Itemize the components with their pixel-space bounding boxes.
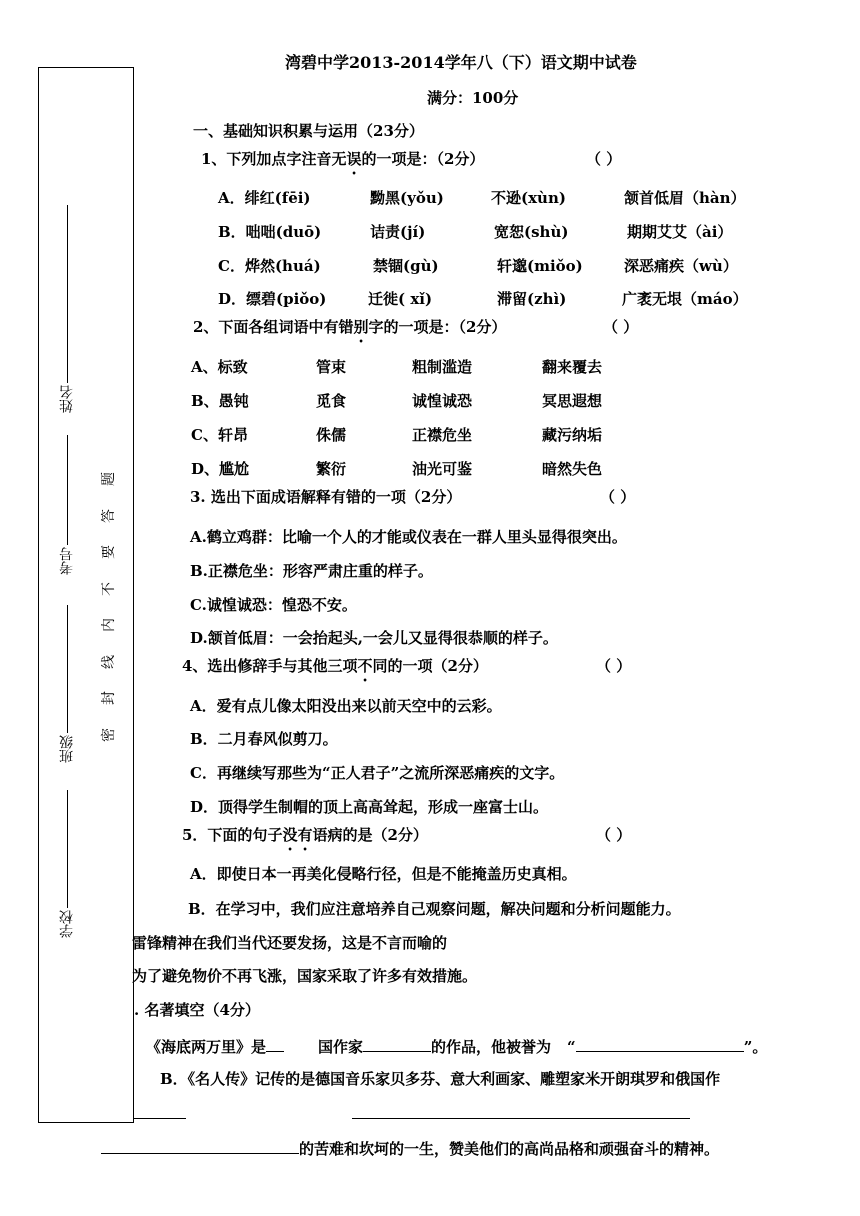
class-label: 班级 <box>59 735 75 763</box>
q1-option-b-2: 诘责(jí) <box>370 223 426 241</box>
name-label: 姓名 <box>59 385 75 413</box>
q2-option-a-3: 粗制滥造 <box>412 358 473 376</box>
q4-option-d: D．顶得学生制帽的顶上高高耸起，形成一座富士山。 <box>190 798 549 816</box>
seal-char: 题 <box>101 472 117 486</box>
seal-char: 密 <box>101 727 117 742</box>
q2-option-d-1: D、尴尬 <box>191 460 250 478</box>
name-underline <box>67 205 68 383</box>
q6-blank-title[interactable] <box>576 1035 744 1052</box>
q6-blank-b3[interactable] <box>101 1137 299 1154</box>
q3-answer-paren[interactable]: （ ） <box>600 488 636 506</box>
exam-number-underline <box>67 435 68 545</box>
q2-option-b-2: 觅食 <box>316 392 347 410</box>
q1-option-d-1: D．缥碧(piǒo) <box>218 290 327 308</box>
seal-char: 线 <box>101 654 117 669</box>
name-field[interactable] <box>60 205 74 413</box>
q1-option-c-4: 深恶痛疾（wù） <box>624 257 738 275</box>
q1-answer-paren[interactable]: （ ） <box>586 150 622 168</box>
class-field[interactable] <box>60 605 74 763</box>
q1-option-a-3: 不逊(xùn) <box>491 189 566 207</box>
q4-option-a: A．爱有点儿像太阳没出来以前天空中的云彩。 <box>190 697 502 715</box>
q2-option-d-2: 繁衍 <box>316 460 347 478</box>
seal-line-notice <box>100 472 118 742</box>
exam-title: 湾碧中学2013-2014学年八（下）语文期中试卷 <box>285 53 637 72</box>
q5-stem: 5．下面的句子没有语病的是（2分） <box>182 826 428 844</box>
q6-stem: . 名著填空（4分） <box>134 1001 260 1019</box>
q3-stem: 3. 选出下面成语解释有错的一项（2分） <box>190 488 462 506</box>
q2-option-b-1: B、愚钝 <box>191 392 249 410</box>
q2-option-b-4: 冥思遐想 <box>542 392 603 410</box>
q1-option-c-1: C．烨然(huá) <box>218 257 321 275</box>
q1-option-c-3: 轩邈(miǒo) <box>497 257 583 275</box>
school-field[interactable] <box>60 790 74 938</box>
q6-blank-country[interactable] <box>266 1035 284 1052</box>
seal-char: 要 <box>101 545 117 560</box>
q6-b-line1: B．《名人传》记传的是德国音乐家贝多芬、意大利画家、雕塑家米开朗琪罗和俄国作 <box>160 1070 721 1088</box>
q3-option-a: A.鹤立鸡群：比喻一个人的才能或仪表在一群人里头显得很突出。 <box>190 528 627 546</box>
q3-option-d: D.颔首低眉：一会抬起头,一会儿又显得很恭顺的样子。 <box>190 629 558 647</box>
q2-option-c-4: 藏污纳垢 <box>542 426 603 444</box>
exam-number-label: 考号 <box>59 547 75 575</box>
q1-option-b-3: 宽恕(shù) <box>494 223 569 241</box>
q2-option-b-3: 诚惶诚恐 <box>412 392 473 410</box>
emphasis-char: 别 <box>353 318 369 336</box>
full-score: 满分：100分 <box>427 89 519 107</box>
q5-option-b: B．在学习中，我们应注意培养自己观察问题，解决问题和分析问题能力。 <box>188 900 681 918</box>
q2-option-d-3: 油光可鉴 <box>412 460 473 478</box>
school-underline <box>67 790 68 908</box>
emphasis-char: 不 <box>357 657 373 675</box>
q4-answer-paren[interactable]: （ ） <box>596 657 632 675</box>
seal-char: 内 <box>101 618 117 633</box>
q2-option-a-1: A、标致 <box>191 358 248 376</box>
q5-option-d: 为了避免物价不再飞涨，国家采取了许多有效措施。 <box>132 967 478 985</box>
q2-stem: 2、下面各组词语中有错别字的一项是：（2分） <box>193 318 507 336</box>
q5-option-c: 雷锋精神在我们当代还要发扬，这是不言而喻的 <box>132 934 448 952</box>
q6-b-line3: 的苦难和坎坷的一生，赞美他们的高尚品格和顽强奋斗的精神。 <box>101 1137 719 1159</box>
q2-option-a-4: 翻来覆去 <box>542 358 603 376</box>
q4-stem: 4、选出修辞手与其他三项不同的一项（2分） <box>182 657 488 675</box>
q2-option-c-3: 正襟危坐 <box>412 426 473 444</box>
q1-option-a-1: A．绯红(fēi) <box>218 189 311 207</box>
q5-option-a: A．即使日本一再美化侵略行径，但是不能掩盖历史真相。 <box>190 865 577 883</box>
q2-option-d-4: 暗然失色 <box>542 460 603 478</box>
q4-option-b: B．二月春风似剪刀。 <box>190 730 338 748</box>
q1-option-d-3: 滞留(zhì) <box>497 290 567 308</box>
q2-option-c-2: 侏儒 <box>316 426 347 444</box>
q3-option-c: C.诚惶诚恐：惶恐不安。 <box>190 596 357 614</box>
q4-option-c: C．再继续写那些为“正人君子”之流所深恶痛疾的文字。 <box>190 764 565 782</box>
q1-option-d-4: 广袤无垠（máo） <box>622 290 748 308</box>
binding-margin-box <box>38 67 134 1123</box>
seal-char: 封 <box>101 691 117 706</box>
school-label: 学校 <box>59 910 75 938</box>
q1-option-b-1: B．咄咄(duō) <box>218 223 322 241</box>
q1-option-a-4: 颔首低眉（hàn） <box>624 189 746 207</box>
emphasis-char: 没有 <box>282 826 313 844</box>
q6-a-line: 《海底两万里》是 国作家 的作品，他被誉为 “ ”。 <box>146 1035 767 1057</box>
q1-option-b-4: 期期艾艾（ài） <box>627 223 733 241</box>
q2-option-c-1: C、轩昂 <box>191 426 248 444</box>
q6-blank-b1[interactable] <box>134 1118 186 1119</box>
seal-char: 答 <box>101 508 117 523</box>
q1-stem: 1、下列加点字注音无误的一项是：（2分） <box>201 150 485 168</box>
q1-option-a-2: 黝黑(yǒu) <box>370 189 444 207</box>
class-underline <box>67 605 68 733</box>
emphasis-char: 误 <box>346 150 362 168</box>
q6-blank-b2[interactable] <box>352 1118 690 1119</box>
section-1-title: 一、基础知识积累与运用（23分） <box>193 122 424 140</box>
q2-answer-paren[interactable]: （ ） <box>603 318 639 336</box>
q6-blank-author[interactable] <box>363 1035 431 1052</box>
exam-number-field[interactable] <box>60 435 74 575</box>
q2-option-a-2: 管束 <box>316 358 347 376</box>
q5-answer-paren[interactable]: （ ） <box>596 826 632 844</box>
q3-option-b: B.正襟危坐：形容严肃庄重的样子。 <box>190 562 433 580</box>
seal-char: 不 <box>101 581 117 596</box>
q1-option-c-2: 禁锢(gù) <box>373 257 439 275</box>
q1-option-d-2: 迁徙( xǐ) <box>368 290 433 308</box>
